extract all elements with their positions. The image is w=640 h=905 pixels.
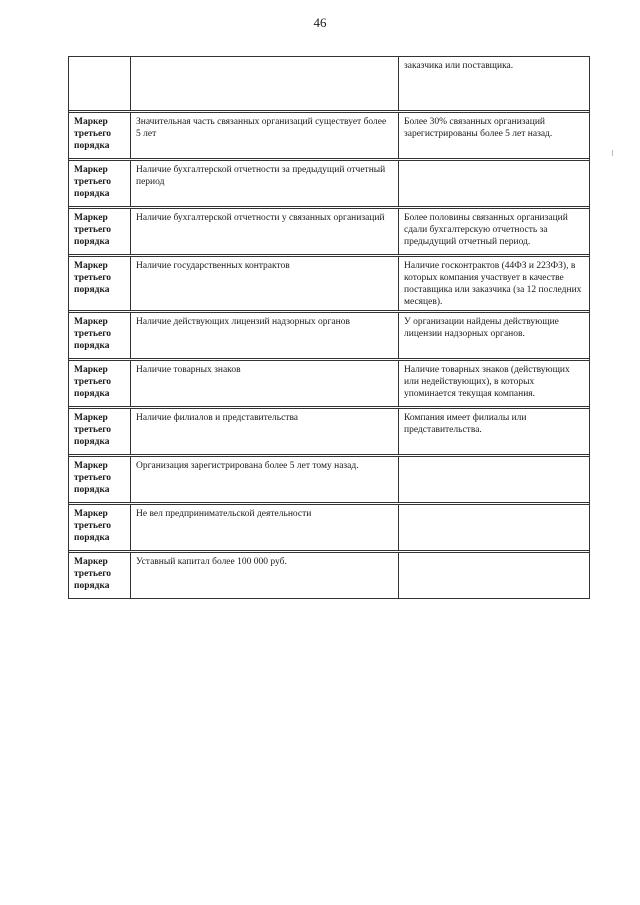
criterion-cell: Наличие бухгалтерской отчетности у связанных организаций: [131, 209, 399, 255]
description-cell: заказчика или поставщика.: [399, 57, 590, 111]
marker-cell: Маркер третьего порядка: [69, 457, 131, 503]
criterion-cell: Значительная часть связанных организаций существует более 5 лет: [131, 113, 399, 159]
criterion-cell: Наличие товарных знаков: [131, 361, 399, 407]
description-cell: У организации найдены действующие лицензии надзорных органов.: [399, 313, 590, 359]
marker-cell: Маркер третьего порядка: [69, 313, 131, 359]
table-row: [69, 257, 590, 311]
description-cell: [399, 457, 590, 503]
criterion-cell: Не вел предпринимательской деятельности: [131, 505, 399, 551]
criterion-cell: [131, 57, 399, 111]
scan-mark: [612, 150, 613, 156]
marker-cell: Маркер третьего порядка: [69, 209, 131, 255]
markers-table: [68, 56, 590, 599]
table-row: [69, 113, 590, 159]
description-cell: Наличие госконтрактов (44ФЗ и 223ФЗ), в которых компания участвует в качестве поставщика или заказчика (за 12 последних месяцев).: [399, 257, 590, 311]
marker-cell: Маркер третьего порядка: [69, 505, 131, 551]
marker-cell: Маркер третьего порядка: [69, 257, 131, 311]
table-row: [69, 313, 590, 359]
description-cell: Более половины связанных организаций сдали бухгалтерскую отчетность за предыдущий отчетный период.: [399, 209, 590, 255]
criterion-cell: Организация зарегистрирована более 5 лет тому назад.: [131, 457, 399, 503]
criterion-cell: Уставный капитал более 100 000 руб.: [131, 553, 399, 599]
criterion-cell: Наличие бухгалтерской отчетности за предыдущий отчетный период: [131, 161, 399, 207]
table-row: [69, 161, 590, 207]
table-row-continued: [69, 57, 590, 111]
description-cell: Компания имеет филиалы или представительства.: [399, 409, 590, 455]
table-row: [69, 505, 590, 551]
description-cell: [399, 553, 590, 599]
description-cell: Более 30% связанных организаций зарегистрированы более 5 лет назад.: [399, 113, 590, 159]
table-row: [69, 361, 590, 407]
table-row: [69, 457, 590, 503]
table-row: [69, 409, 590, 455]
criterion-cell: Наличие филиалов и представительства: [131, 409, 399, 455]
page-number: 46: [313, 15, 327, 30]
marker-cell: Маркер третьего порядка: [69, 553, 131, 599]
marker-cell: Маркер третьего порядка: [69, 113, 131, 159]
criterion-cell: Наличие государственных контрактов: [131, 257, 399, 311]
table-row: [69, 553, 590, 599]
marker-cell: [69, 57, 131, 111]
marker-cell: Маркер третьего порядка: [69, 361, 131, 407]
marker-cell: Маркер третьего порядка: [69, 409, 131, 455]
table-row: [69, 209, 590, 255]
description-cell: [399, 161, 590, 207]
description-cell: [399, 505, 590, 551]
description-cell: Наличие товарных знаков (действующих или недействующих), в которых упоминается текущая компания.: [399, 361, 590, 407]
criterion-cell: Наличие действующих лицензий надзорных органов: [131, 313, 399, 359]
marker-cell: Маркер третьего порядка: [69, 161, 131, 207]
